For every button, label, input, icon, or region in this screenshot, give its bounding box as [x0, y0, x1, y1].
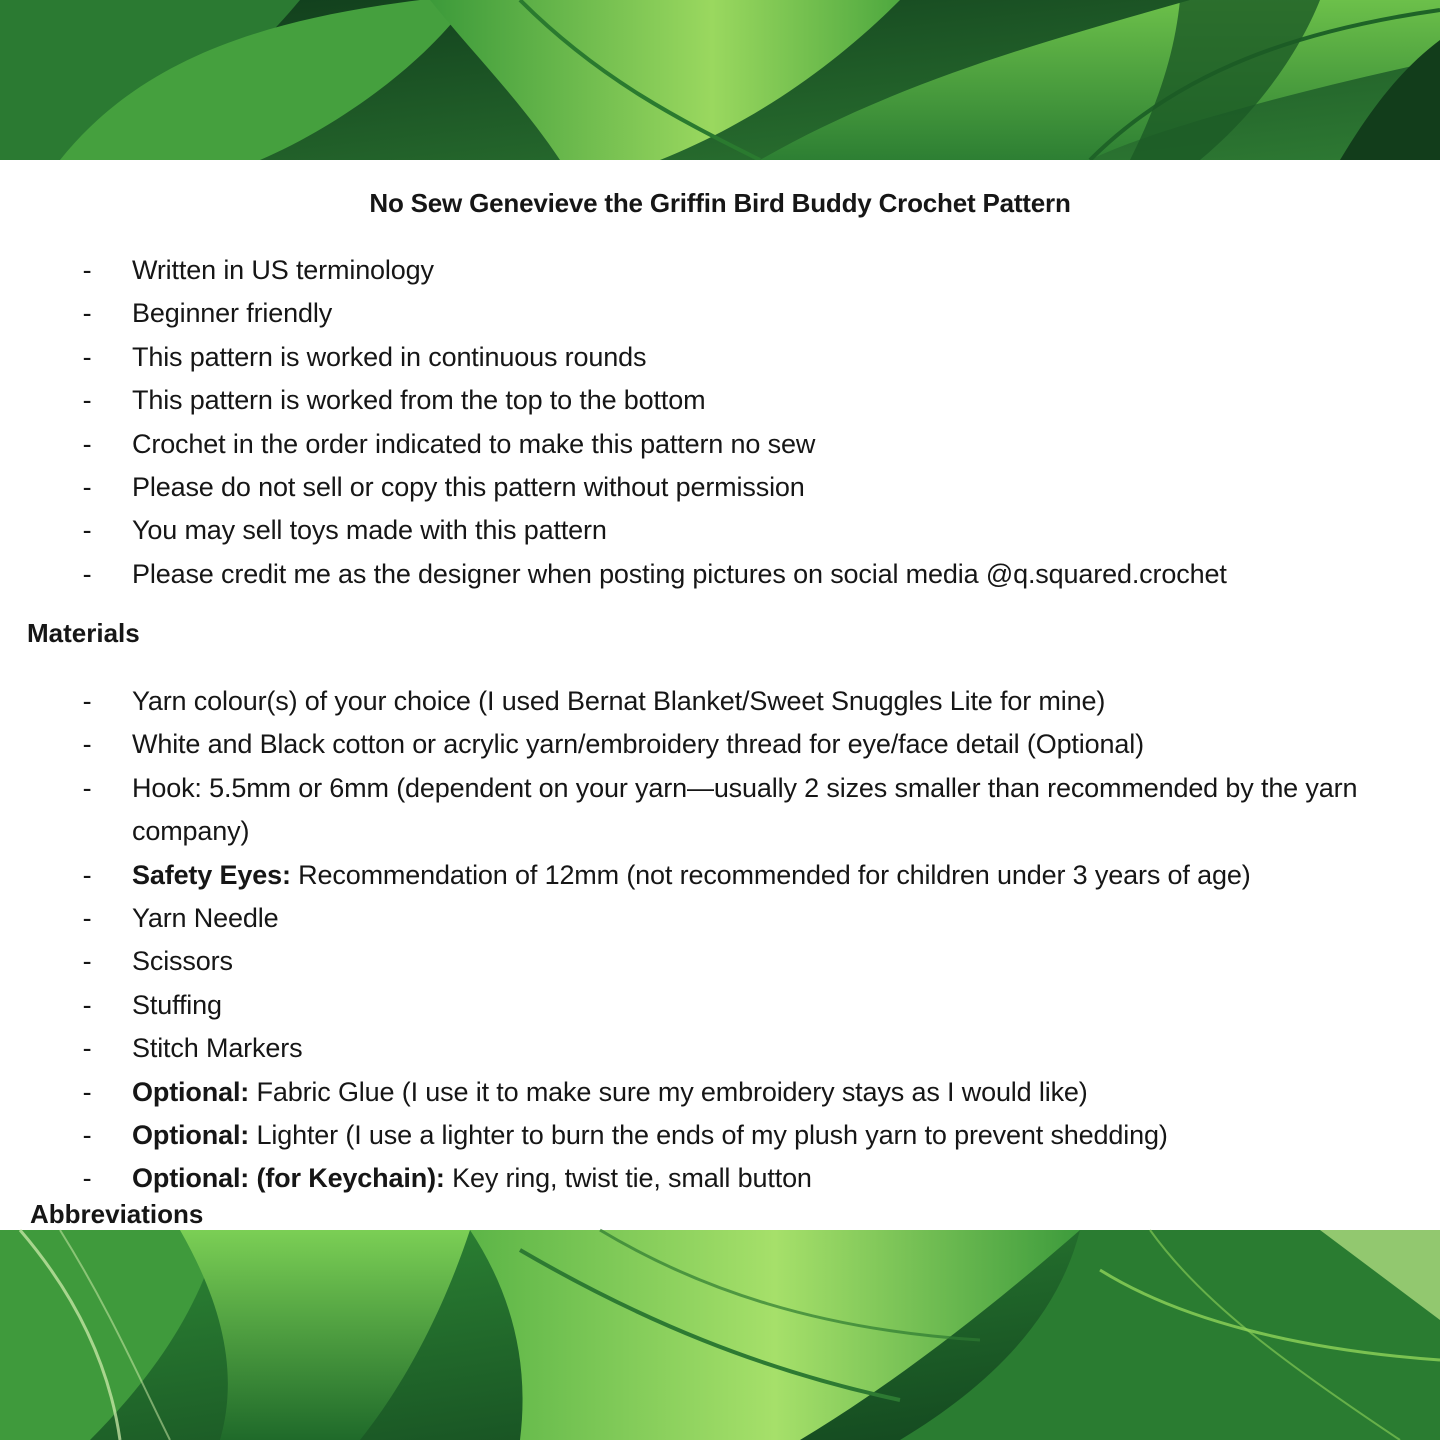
list-item — [0, 466, 1440, 509]
item-label: Safety Eyes: — [132, 859, 291, 890]
bullet-dash: - — [82, 859, 92, 890]
leaf-illustration-bottom — [0, 1230, 1440, 1440]
list-item-text: Key ring, twist tie, small button — [444, 1163, 812, 1194]
bullet-dash: - — [82, 341, 92, 372]
bullet-dash: - — [82, 1033, 92, 1064]
list-item-text: Stuffing — [132, 989, 222, 1020]
list-item-text: Scissors — [132, 946, 233, 977]
bullet-dash: - — [82, 472, 92, 503]
list-item — [0, 379, 1440, 422]
leaf-background-top — [0, 0, 1440, 160]
list-item — [0, 336, 1440, 379]
leaf-illustration-top — [0, 0, 1440, 160]
list-item-text: Beginner friendly — [132, 298, 333, 329]
document-title: No Sew Genevieve the Griffin Bird Buddy Crochet Pattern — [369, 188, 1071, 218]
list-item-text: White and Black cotton or acrylic yarn/embroidery thread for eye/face detail (Optional) — [132, 729, 1144, 760]
list-item — [0, 553, 1440, 596]
materials-item-keychain — [0, 1157, 1440, 1200]
pattern-document — [0, 160, 1440, 1230]
item-label: Optional: — [132, 1076, 250, 1107]
materials-item-hook — [0, 767, 1440, 854]
list-item-text: This pattern is worked in continuous rounds — [132, 341, 647, 372]
materials-item-stuffing — [0, 984, 1440, 1027]
list-item-text: Hook: 5.5mm or 6mm (dependent on your yarn—usually 2 sizes smaller than recommended by the yarn company) — [132, 772, 1358, 847]
cutoff-heading-text: Abbreviations — [30, 1199, 204, 1229]
next-section-heading-cutoff — [30, 1199, 204, 1230]
list-item — [0, 509, 1440, 552]
list-item-text: You may sell toys made with this pattern — [132, 515, 607, 546]
bullet-dash: - — [82, 558, 92, 589]
list-item-text: Crochet in the order indicated to make this pattern no sew — [132, 428, 816, 459]
bullet-dash: - — [82, 1163, 92, 1194]
leaf-background-bottom — [0, 1230, 1440, 1440]
bullet-dash: - — [82, 686, 92, 716]
materials-list — [0, 680, 1440, 1201]
materials-item-stitch-markers — [0, 1027, 1440, 1070]
materials-item-scissors — [0, 940, 1440, 983]
list-item-text: Yarn Needle — [132, 903, 279, 934]
list-item-text: Fabric Glue (I use it to make sure my embroidery stays as I would like) — [249, 1076, 1088, 1107]
list-item-text: Recommendation of 12mm (not recommended for children under 3 years of age) — [290, 859, 1251, 890]
bullet-dash: - — [82, 255, 92, 285]
materials-item-lighter — [0, 1114, 1440, 1157]
list-item — [0, 292, 1440, 335]
list-item-text: Stitch Markers — [132, 1033, 303, 1064]
bullet-dash: - — [82, 1120, 92, 1151]
bullet-dash: - — [82, 729, 92, 760]
materials-item-yarn-needle — [0, 897, 1440, 940]
list-item-text: This pattern is worked from the top to the bottom — [132, 385, 706, 416]
materials-item-detail-yarn — [0, 723, 1440, 766]
materials-item-fabric-glue — [0, 1071, 1440, 1114]
list-item-text: Lighter (I use a lighter to burn the ends of my plush yarn to prevent shedding) — [249, 1120, 1168, 1151]
item-label: Optional: (for Keychain): — [132, 1163, 445, 1194]
item-label: Optional: — [132, 1120, 250, 1151]
bullet-dash: - — [82, 385, 92, 416]
bullet-dash: - — [82, 428, 92, 459]
bullet-dash: - — [82, 1076, 92, 1107]
materials-item-safety-eyes — [0, 854, 1440, 897]
list-item-text: Please credit me as the designer when posting pictures on social media @q.squared.crochet — [132, 558, 1227, 589]
list-item — [0, 423, 1440, 466]
list-item — [0, 249, 1440, 292]
bullet-dash: - — [82, 515, 92, 546]
bullet-dash: - — [82, 903, 92, 934]
bullet-dash: - — [82, 298, 92, 329]
materials-item-yarn — [0, 680, 1440, 723]
bullet-dash: - — [82, 946, 92, 977]
bullet-dash: - — [82, 989, 92, 1020]
list-item-text: Yarn colour(s) of your choice (I used Bernat Blanket/Sweet Snuggles Lite for mine) — [132, 686, 1106, 716]
list-item-text: Please do not sell or copy this pattern without permission — [132, 472, 805, 503]
bullet-dash: - — [82, 772, 92, 803]
pattern-notes-list — [0, 249, 1440, 596]
materials-heading: Materials — [27, 618, 140, 648]
list-item-text: Written in US terminology — [132, 255, 434, 285]
